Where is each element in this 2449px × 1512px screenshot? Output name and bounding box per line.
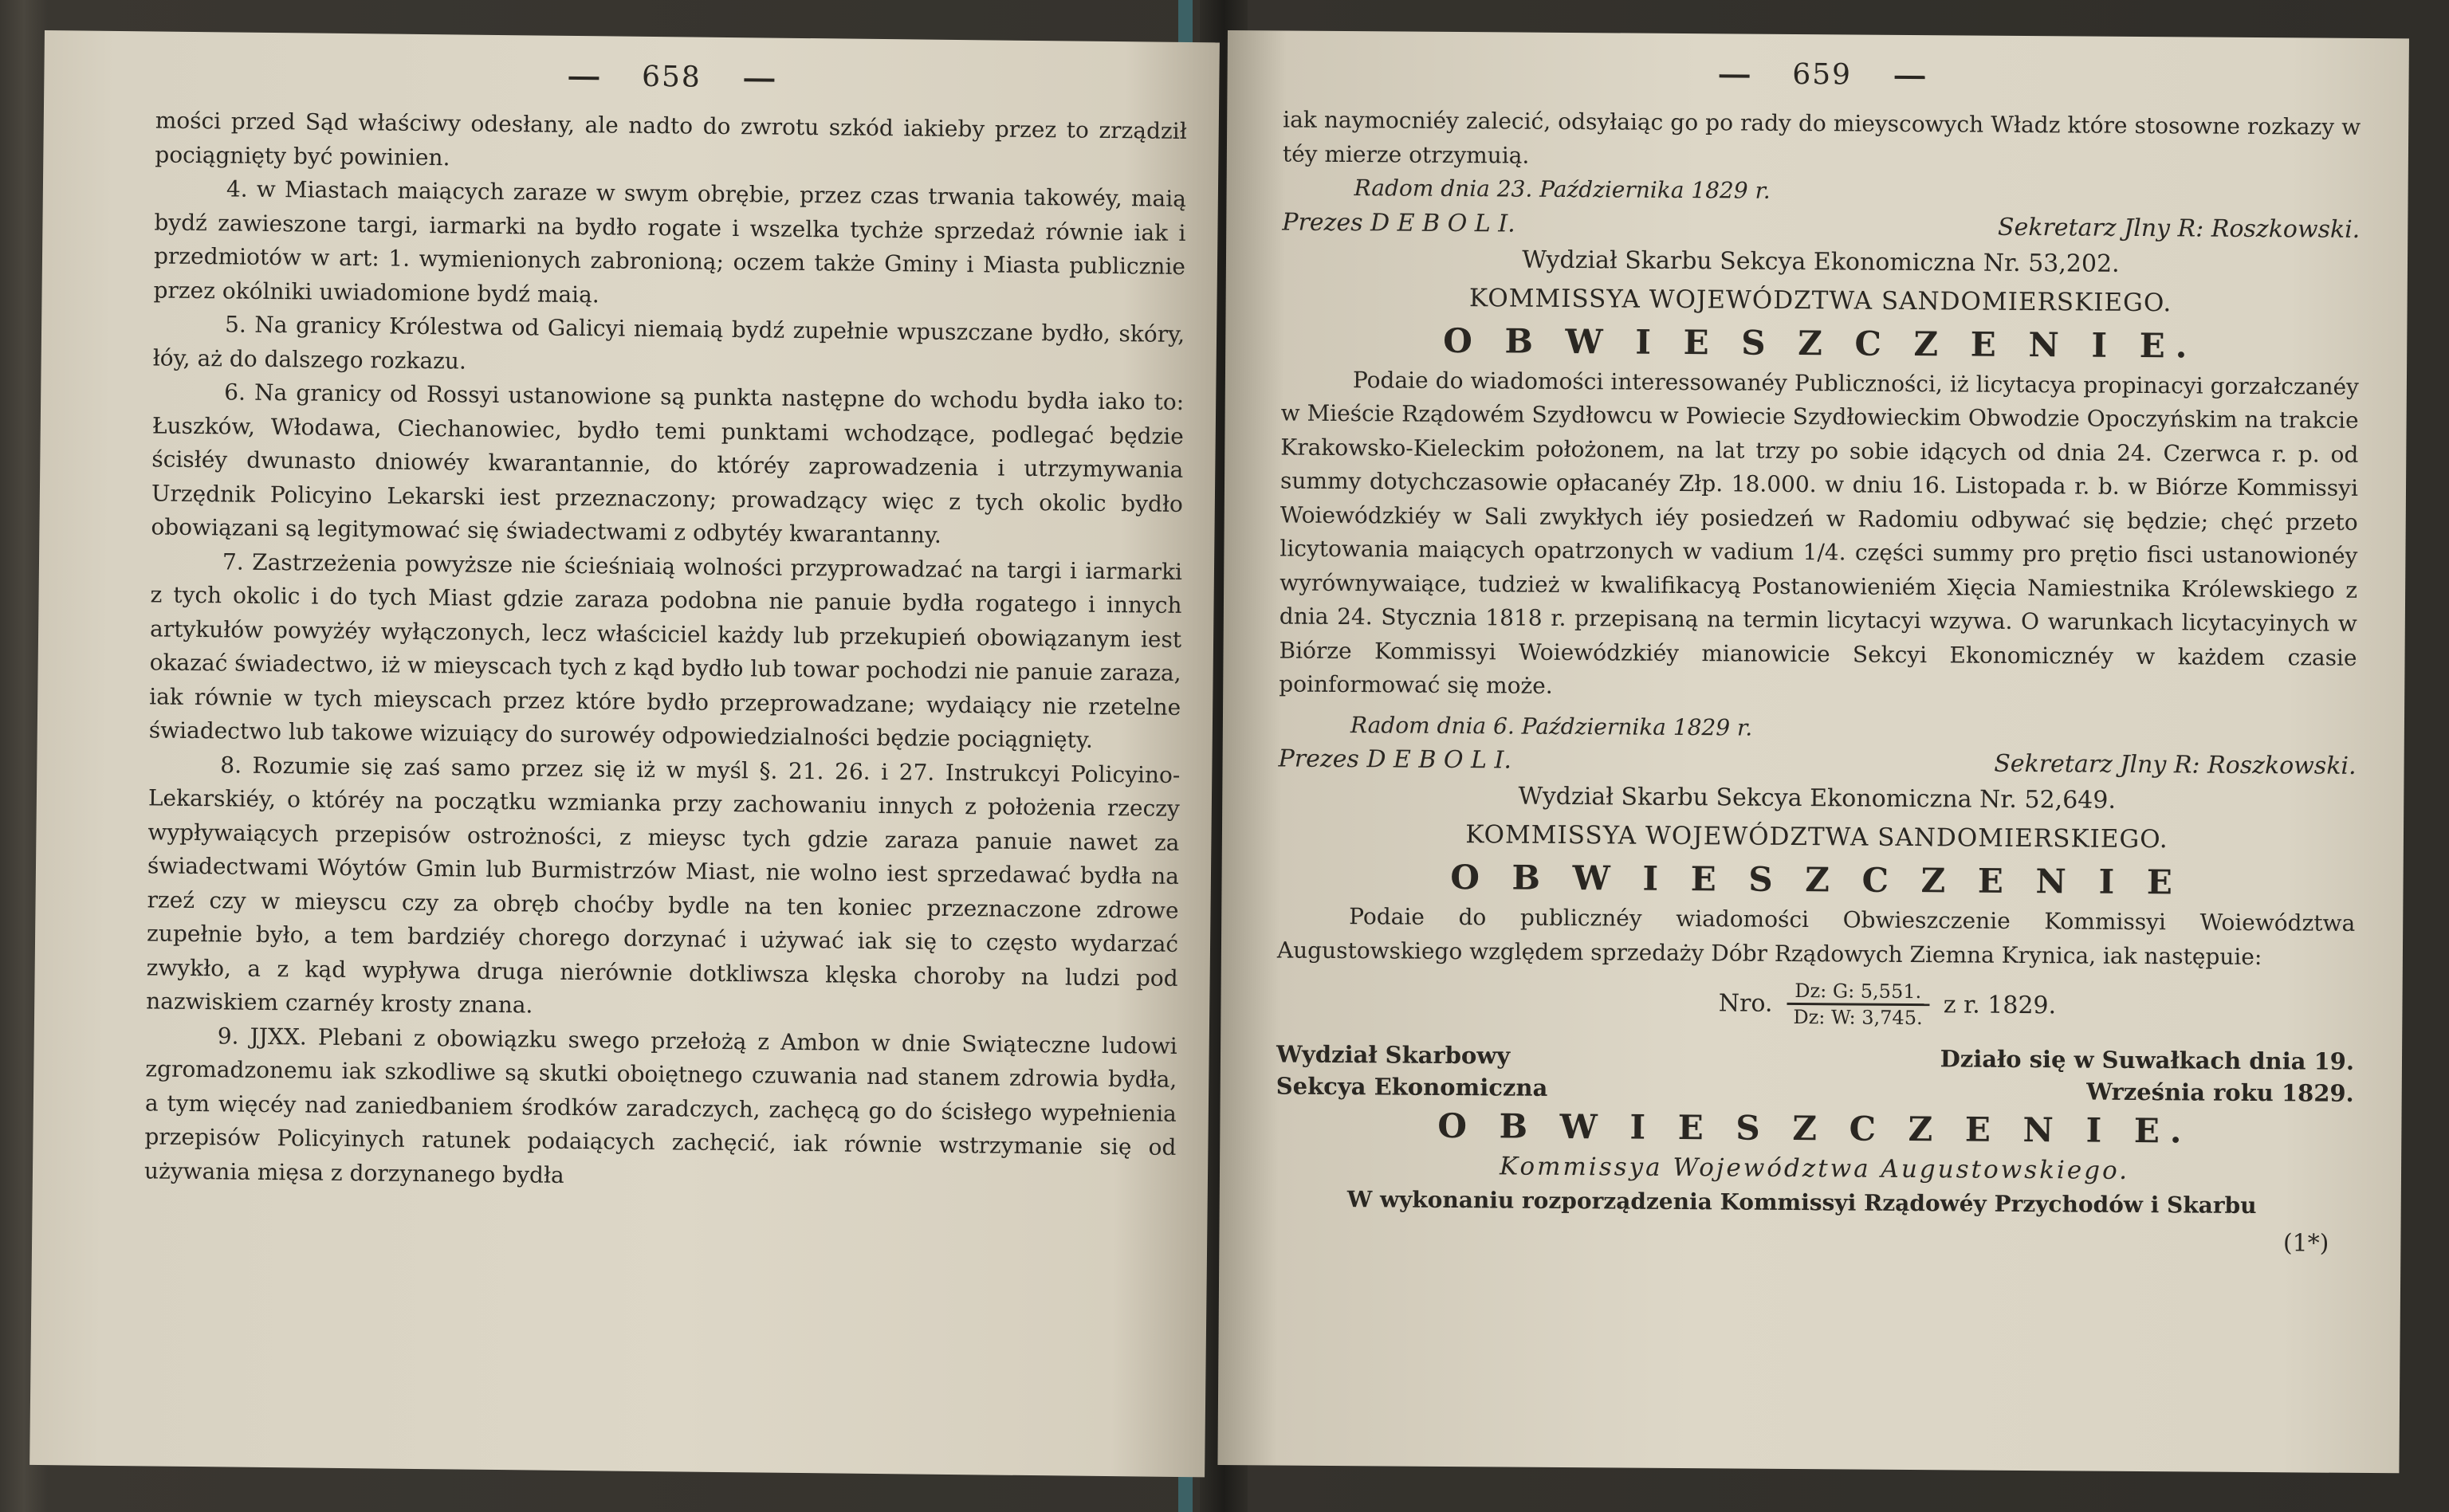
- department-block: [1276, 1038, 1548, 1103]
- president-signature: Prezes D E B O L I.: [1282, 207, 1515, 238]
- notice-body: Podaie do publicznéy wiadomości Obwieszczenie Kommissyi Woiewództwa Augustowskiego względem sprzedaży Dóbr Rządowych Ziemna Krynica, iak następuie:: [1276, 903, 2356, 970]
- department-line: Wydział Skarbu Sekcya Ekonomiczna Nr. 52,649.: [1518, 782, 2117, 815]
- intro-paragraph: iak naymocniéy zalecić, odsyłaiąc go po rady do mieyscowych Władz które stosowne rozkazy w téy mierze otrzymuią.: [1282, 106, 2361, 169]
- paragraph: 5. Na granicy Królestwa od Galicyi niemaią bydź zupełnie wpuszczane bydło, skóry, łóy, aż do dalszego rozkazu.: [152, 311, 1185, 375]
- department-line-1: Wydział Skarbowy: [1276, 1040, 1511, 1070]
- department-line-2: Sekcya Ekonomiczna: [1276, 1072, 1548, 1102]
- commission-heading: KOMMISSYA WOJEWÓDZTWA SANDOMIERSKIEGO.: [1468, 283, 2172, 317]
- page-number-text: 658: [641, 60, 702, 94]
- notice-title: O B W I E S Z C Z E N I E.: [1443, 320, 2198, 366]
- date-block: [1940, 1043, 2354, 1109]
- date-line-2: Września roku 1829.: [2086, 1078, 2354, 1107]
- left-page-number: [155, 55, 1187, 99]
- dash-decoration: [569, 77, 599, 80]
- signature-row: [1282, 205, 2360, 247]
- paragraph: 9. JJXX. Plebani z obowiązku swego przełożą z Ambon w dnie Swiąteczne ludowi zgromadzonemu iak szkodliwe są skutki oboiętnego czuwania nad stanem zdrowia bydła, a tym więcéy nad zaniedbaniem środków zaradczych, zachęcą go do ścisłego wypełnienia przepisów Policyinych ratunek podaiących zachęcić, iak równie wstrzymanie się od używania mięsa z dorzynanego bydła: [143, 1022, 1177, 1188]
- fraction-numerator: Dz: G: 5,551.: [1787, 979, 1929, 1006]
- reference-fraction: [1785, 979, 1931, 1030]
- right-page-number: [1283, 54, 2361, 94]
- signature-mark: (1*): [2282, 1229, 2329, 1258]
- dash-decoration: [744, 78, 774, 81]
- notice-header-block: [1276, 1038, 2355, 1109]
- notice-body: Podaie do wiadomości interessowanéy Publiczności, iż licytacya propinacyi gorzałczanéy w Mieście Rządowém Szydłowcu w Powiecie Szydłowieckim Obwodzie Opoczyńskim na trakcie Krakowsko-Kieleckim położonem, na lat trzy po sobie idących od dnia 24. Czerwca r. p. od summy dotychczasowie opłacanéy Złp. 18.000. w dniu 16. Listopada r. b. w Biórze Kommissyi Woiewódzkiéy w Sali zwykłych iéy posiedzeń w Radomiu odbywać się będzie; chęć przeto licytowania maiących opatrzonych w vadium 1/4. części summy pro prętio fisci ustanowionéy wyrównywaiące, tudzież w kwalifikacyą Postanowieniém Xięcia Namiestnika Królewskiego z dnia 24. Stycznia 1818 r. przepisaną na termin licytacyi wzywa. O warunkach licytacyinych w Biórze Kommissyi Woiewódzkiéy mianowicie Sekcyi Ekonomicznéy w każdem czasie poinformować się może.: [1279, 366, 2360, 699]
- reference-number: [1420, 976, 2354, 1033]
- signature-row: [1278, 741, 2356, 783]
- paragraph: 7. Zastrzeżenia powyższe nie ścieśniaią wolności przyprowadzać na targi i iarmarki z tych okolic i do tych Miast gdzie zaraza podobna nie panuie bydła rogatego i innych artykułów powyżéy wyłączonych, lecz właściciel każdy lub przekupień obowiązanym iest okazać świadectwo, iż w mieyscach tych z kąd bydło lub towar pochodzi nie panuie zaraza, iak równie w tych mieyscach przez które bydło przeprowadzane; wydaiący nie rzetelne świadectwo lub takowe wizuiący do surowéy odpowiedzialności będzie pociągnięty.: [148, 548, 1183, 753]
- paragraph: 8. Rozumie się zaś samo przez się iż w myśl §. 21. 26. i 27. Instrukcyi Policyino-Lekarskiéy, o któréy na początku wzmianka przy zachowaniu innych z położenia rzeczy wypływaiących przepisów ostrożności, z mieysc tych gdzie zaraza panuie nawet za świadectwami Wóytów Gmin lub Burmistrzów Miast, nie wolno iest sprzedawać bydła na rzeź czy w mieyscu czy za obręb choćby bydle na ten koniec przeznaczone zdrowe zupełnie było, a tem bardziéy chorego dorzynać i używać iak się to często wydarzać zwykło, a z kąd wypływa druga nierównie dotkliwsza klęska choroby na ludzi pod nazwiskiem czarnéy krosty znana.: [146, 751, 1181, 1019]
- notice-title: O B W I E S Z C Z E N I E.: [1437, 1106, 2192, 1151]
- secretary-signature: Sekretarz Jlny R: Roszkowski.: [1997, 213, 2361, 244]
- notice-title: O B W I E S Z C Z E N I E: [1450, 857, 2184, 902]
- page-number-text: 659: [1792, 57, 1853, 92]
- commission-heading: KOMMISSYA WOJEWÓDZTWA SANDOMIERSKIEGO.: [1465, 820, 2168, 854]
- notice-body: W wykonaniu rozporządzenia Kommissyi Rządowéy Przychodów i Skarbu: [1346, 1185, 2257, 1219]
- left-page: [29, 30, 1220, 1477]
- paragraph: mości przed Sąd właściwy odesłany, ale nadto do zwrotu szkód iakieby przez to zrządził pociągnięty być powinien.: [155, 107, 1187, 171]
- place-date: Radom dnia 6. Października 1829 r.: [1350, 711, 1753, 741]
- nro-year: z r. 1829.: [1943, 991, 2057, 1020]
- dash-decoration: [1720, 74, 1750, 77]
- secretary-signature: Sekretarz Jlny R: Roszkowski.: [1994, 749, 2357, 780]
- right-page: [1217, 30, 2409, 1473]
- dash-decoration: [1894, 76, 1924, 79]
- department-line: Wydział Skarbu Sekcya Ekonomiczna Nr. 53,202.: [1522, 245, 2120, 278]
- date-line-1: Działo się w Suwałkach dnia 19.: [1940, 1045, 2355, 1075]
- place-date: Radom dnia 23. Października 1829 r.: [1354, 175, 1771, 204]
- fraction-denominator: Dz: W: 3,745.: [1793, 1005, 1923, 1030]
- president-signature: Prezes D E B O L I.: [1278, 744, 1512, 775]
- notice-subtitle: Kommissya Województwa Augustowskiego.: [1499, 1152, 2130, 1185]
- paragraph: 4. w Miastach maiących zaraze w swym obrębie, przez czas trwania takowéy, maią bydź zawieszone targi, iarmarki na bydło rogate i wszelka tychże sprzedaż równie iak i przedmiotów w art: 1. wymienionych zabronioną; oczem także Gminy i Miasta publicznie przez okólniki uwiadomione bydź maią.: [153, 175, 1187, 308]
- paragraph: 6. Na granicy od Rossyi ustanowione są punkta następne do wchodu bydła iako to: Łuszków, Włodawa, Ciechanowiec, bydło temi punktami wchodzące, podlegać będzie ścisłéy dwunasto dniowéy kwarantannie, do któréy zaprowadzenia i utrzymywania Urzędnik Policyino Lekarski iest przeznaczony; prowadzący więc z tych okolic bydło obowiązani są legitymować się świadectwami z odbytéy kwarantanny.: [151, 379, 1185, 548]
- nro-label: Nro.: [1718, 989, 1773, 1018]
